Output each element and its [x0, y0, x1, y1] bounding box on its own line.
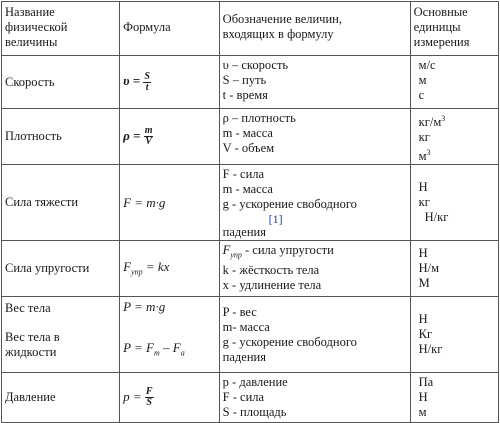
- formula: F = m·g: [123, 194, 166, 210]
- symbol-line: падения: [222, 350, 266, 365]
- fraction-numerator: S: [144, 70, 150, 82]
- fraction-denominator: V: [145, 136, 152, 148]
- unit: Н: [418, 246, 428, 261]
- formula-cell: [120, 373, 220, 423]
- formula-cell: [120, 56, 220, 109]
- table-row: [2, 241, 499, 297]
- formula-lhs: F: [123, 258, 132, 274]
- header-text: входящих в формулу: [222, 27, 334, 41]
- table-header-row: [2, 2, 499, 56]
- table-row: [2, 109, 499, 165]
- symbol-line: p - давление: [222, 375, 288, 390]
- units-cell: [410, 297, 498, 373]
- unit: Н: [418, 312, 428, 327]
- symbol-line: g - ускорение свободного: [222, 335, 357, 350]
- quantity-name-text: Сила упругости: [5, 261, 90, 276]
- quantity-name: [2, 165, 120, 241]
- unit-exponent: 3: [441, 114, 446, 123]
- symbol-line: P - вес: [222, 305, 257, 320]
- formula-part: P = F: [123, 340, 154, 356]
- symbol-text: - сила упругости: [241, 243, 334, 258]
- symbol-line: S - площадь: [222, 405, 287, 420]
- unit: Н: [418, 390, 428, 405]
- symbol-line: x - удлинение тела: [222, 277, 322, 292]
- formula-fraction: [143, 72, 151, 93]
- formula-cell: [120, 297, 220, 373]
- units-cell: [410, 241, 498, 297]
- quantity-name-text: жидкости: [5, 345, 57, 360]
- header-text: Формула: [123, 20, 171, 34]
- unit: с: [418, 88, 425, 102]
- symbol-line: m - масса: [222, 182, 273, 197]
- fraction-denominator: S: [146, 397, 152, 409]
- unit: [419, 145, 495, 164]
- symbol-line: k - жёсткость тела: [222, 262, 320, 277]
- footnote-reference-link[interactable]: [1]: [268, 212, 283, 227]
- symbols-cell: [219, 56, 410, 109]
- units-cell: [410, 109, 498, 165]
- unit: Па: [418, 375, 434, 390]
- header-symbols: [219, 2, 410, 56]
- unit: кг: [418, 130, 430, 145]
- formula: [123, 70, 151, 93]
- symbols-cell: [219, 109, 410, 165]
- symbol-line: F - сила: [222, 390, 265, 405]
- unit: Н: [418, 180, 428, 195]
- header-units: [410, 2, 498, 56]
- formula-subscript: a: [180, 348, 185, 358]
- unit-exponent: 3: [426, 148, 431, 158]
- formula: [123, 125, 153, 148]
- quantity-name: [2, 109, 120, 165]
- quantity-name-text: Давление: [5, 390, 56, 405]
- formula-lhs: ρ =: [123, 127, 141, 143]
- unit: Кг: [418, 327, 433, 342]
- quantity-name-text: Плотность: [5, 129, 62, 144]
- symbols-cell: [219, 373, 410, 423]
- header-text: величины: [5, 35, 58, 49]
- fraction-numerator: F: [145, 386, 153, 398]
- unit: м: [418, 405, 427, 420]
- header-text: физической: [5, 20, 68, 34]
- table-row: [2, 165, 499, 241]
- quantity-name-text: Сила тяжести: [5, 195, 79, 210]
- quantity-name-text: Вес тела в: [5, 330, 60, 345]
- formula-subscript: m: [154, 348, 160, 358]
- header-text: единицы: [413, 20, 461, 34]
- unit: Н/кг: [418, 342, 443, 357]
- table-row: [2, 373, 499, 423]
- units-cell: [410, 56, 498, 109]
- symbols-cell: [219, 165, 410, 241]
- symbol-line: t - время: [222, 88, 268, 102]
- formula-cell: [120, 165, 220, 241]
- unit: м: [418, 73, 427, 87]
- formula-lhs: υ =: [123, 72, 141, 88]
- unit: М: [418, 276, 430, 291]
- symbol-line: F - сила: [222, 167, 265, 182]
- symbol-line: υ – скорость: [222, 58, 289, 72]
- symbol-line: ρ – плотность: [222, 111, 296, 125]
- symbols-cell: [219, 241, 410, 297]
- unit: Н/м: [418, 261, 440, 276]
- symbol-line: m - масса: [222, 126, 273, 140]
- footnote-line: [223, 212, 407, 225]
- symbol-line: m- масса: [222, 320, 270, 335]
- symbol-line: падения: [222, 225, 266, 240]
- header-formula: [120, 2, 220, 56]
- formula-cell: [120, 241, 220, 297]
- formula-buoyancy: [123, 340, 216, 361]
- table-row: [2, 297, 499, 373]
- formulas-table: [1, 1, 499, 423]
- quantity-name-text: Вес тела: [5, 301, 51, 316]
- formula-subscript: упр: [131, 267, 143, 277]
- quantity-name: [2, 241, 120, 297]
- formula-rhs: = kx: [142, 258, 170, 274]
- formula-part: – F: [159, 340, 181, 356]
- symbol-subscript: упр: [230, 250, 242, 260]
- unit: Н/кг: [424, 210, 449, 225]
- formula-fraction: [145, 387, 154, 408]
- symbols-cell: [219, 297, 410, 373]
- header-text: измерения: [413, 35, 470, 49]
- unit-base: кг/м: [418, 115, 442, 130]
- formula-lhs: p =: [123, 388, 142, 404]
- unit: [419, 111, 495, 130]
- quantity-name: [2, 297, 120, 373]
- units-cell: [410, 373, 498, 423]
- quantity-name: [2, 373, 120, 423]
- quantity-name: [2, 56, 120, 109]
- header-text: Название: [5, 5, 55, 19]
- formula-fraction: [144, 126, 154, 147]
- fraction-numerator: m: [144, 125, 153, 137]
- unit: кг: [418, 195, 430, 210]
- table-row: [2, 56, 499, 109]
- symbol-line: g - ускорение свободного: [222, 197, 357, 212]
- units-cell: [410, 165, 498, 241]
- fraction-denominator: t: [145, 81, 149, 93]
- formula: [123, 258, 170, 277]
- header-quantity-name: [2, 2, 120, 56]
- quantity-name-text: Скорость: [5, 74, 55, 89]
- header-text: Основные: [413, 5, 468, 19]
- symbol-line: S – путь: [222, 73, 267, 87]
- symbol-base: F: [222, 243, 231, 258]
- formula-cell: [120, 109, 220, 165]
- unit-base: м: [418, 149, 427, 164]
- header-text: Обозначение величин,: [222, 12, 342, 26]
- formula: P = m·g: [123, 299, 166, 315]
- formula: [123, 386, 153, 409]
- symbol-line: V - объем: [222, 141, 275, 155]
- symbol-line: [223, 243, 407, 263]
- unit: м/с: [418, 58, 436, 72]
